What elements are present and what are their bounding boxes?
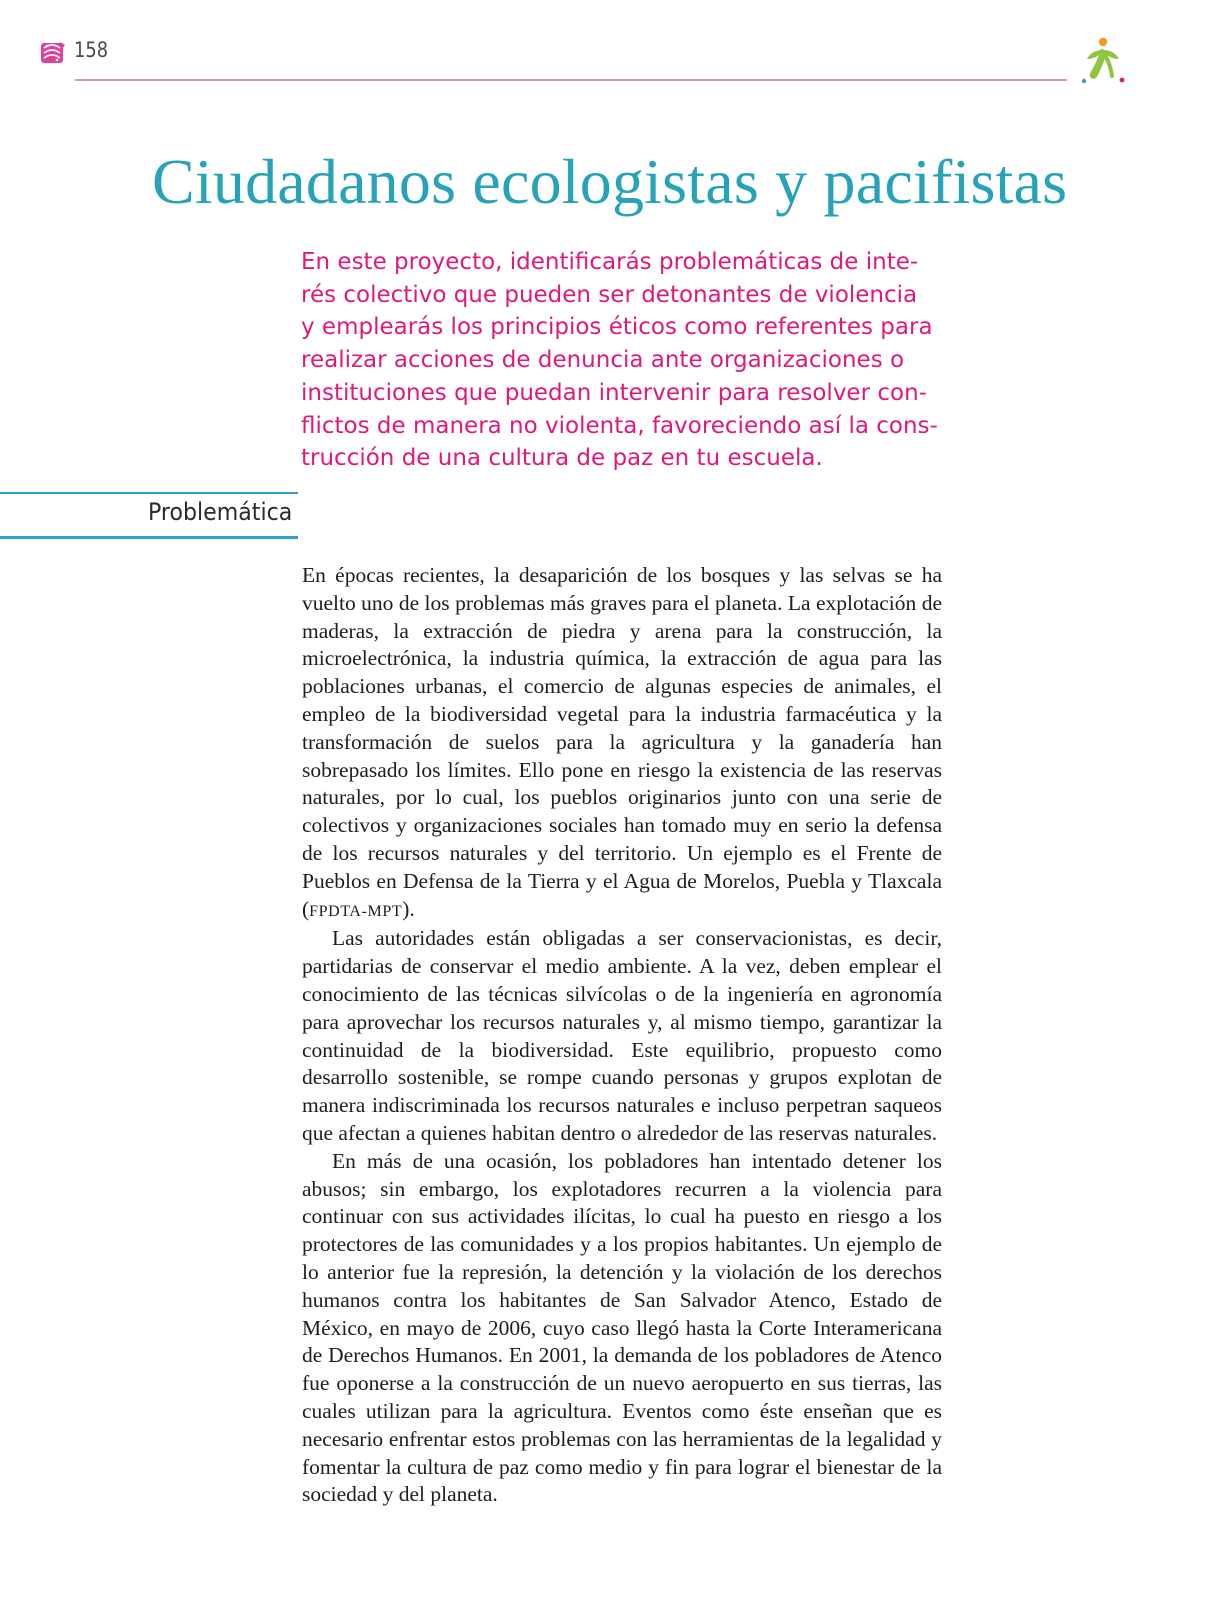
intro-line: rés colectivo que pueden ser detonantes de violencia	[301, 281, 918, 308]
sprout-figure-icon	[1078, 36, 1128, 86]
paragraph: En más de una ocasión, los pobladores han intentado detener los abusos; sin embargo, los explotadores recurren a la violencia para continuar con sus actividades ilícitas, lo cual ha puesto en riesgo a los protectores de las comunidades y a los propios habitantes. Un ejemplo de lo anterior fue la represión, la detención y la violación de los derechos humanos contra los habitantes de San Salvador Atenco, Estado de México, en mayo de 2006, cuyo caso llegó hasta la Corte Interamericana de Derechos Humanos. En 2001, la demanda de los pobladores de Atenco fue oponerse a la construcción de un nuevo aeropuerto en sus tierras, las cuales utilizan para la agricultura. Eventos como éste enseñan que es necesario enfrentar estos problemas con las herramientas de la legalidad y fomentar la cultura de paz como medio y fin para lograr el bienestar de la sociedad y del planeta.	[302, 1148, 942, 1507]
aztec-glyph-icon	[40, 40, 66, 66]
paragraph-text: ).	[402, 896, 415, 921]
section-rule-bottom	[0, 536, 298, 539]
intro-line: realizar acciones de denuncia ante organizaciones o	[301, 347, 905, 374]
paragraph: Las autoridades están obligadas a ser conservacionistas, es decir, partidarias de conservar el medio ambiente. A la vez, deben emplear el conocimiento de las técnicas silvícolas o de la ingeniería en agronomía para aprovechar los recursos naturales y, al mismo tiempo, garantizar la continuidad de la biodiversidad. Este equilibrio, propuesto como desarrollo sostenible, se rompe cuando personas y grupos explotan de manera indiscriminada los recursos naturales e incluso perpetran saqueos que afectan a quienes habitan dentro o alrededor de las reservas naturales.	[302, 926, 942, 1145]
intro-text	[301, 246, 938, 475]
paragraph	[302, 562, 942, 925]
intro-line: y emplearás los principios éticos como referentes para	[301, 314, 933, 341]
page-number: 158	[74, 38, 109, 62]
section-heading: Problemática	[148, 498, 293, 526]
section-rule-top	[0, 492, 298, 494]
page-title: Ciudadanos ecologistas y pacifistas	[152, 146, 1068, 217]
intro-line: flictos de manera no violenta, favoreciendo así la cons-	[301, 412, 938, 439]
intro-line: trucción de una cultura de paz en tu escuela.	[301, 445, 823, 472]
abbreviation: FPDTA-MPT	[309, 902, 403, 920]
header-rule	[75, 79, 1067, 81]
body-text	[302, 562, 942, 1509]
intro-line: instituciones que puedan intervenir para resolver con-	[301, 379, 927, 406]
paragraph-text: En épocas recientes, la desaparición de los bosques y las selvas se ha vuelto uno de los problemas más graves para el planeta. La explotación de maderas, la extracción de piedra y arena para la construcción, la microelectrónica, la industria química, la extracción de agua para las poblaciones urbanas, el comercio de algunas especies de animales, el empleo de la biodiversidad vegetal para la industria farmacéutica y la transformación de suelos para la agricultura y la ganadería han sobrepasado los límites. Ello pone en riesgo la existencia de las reservas naturales, por lo cual, los pueblos originarios junto con una serie de colectivos y organizaciones sociales han tomado muy en serio la defensa de los recursos naturales y del territorio. Un ejemplo es el Frente de Pueblos en Defensa de la Tierra y el Agua de Morelos, Puebla y Tlaxcala (	[302, 563, 942, 921]
intro-line: En este proyecto, identificarás problemáticas de inte-	[301, 249, 919, 275]
